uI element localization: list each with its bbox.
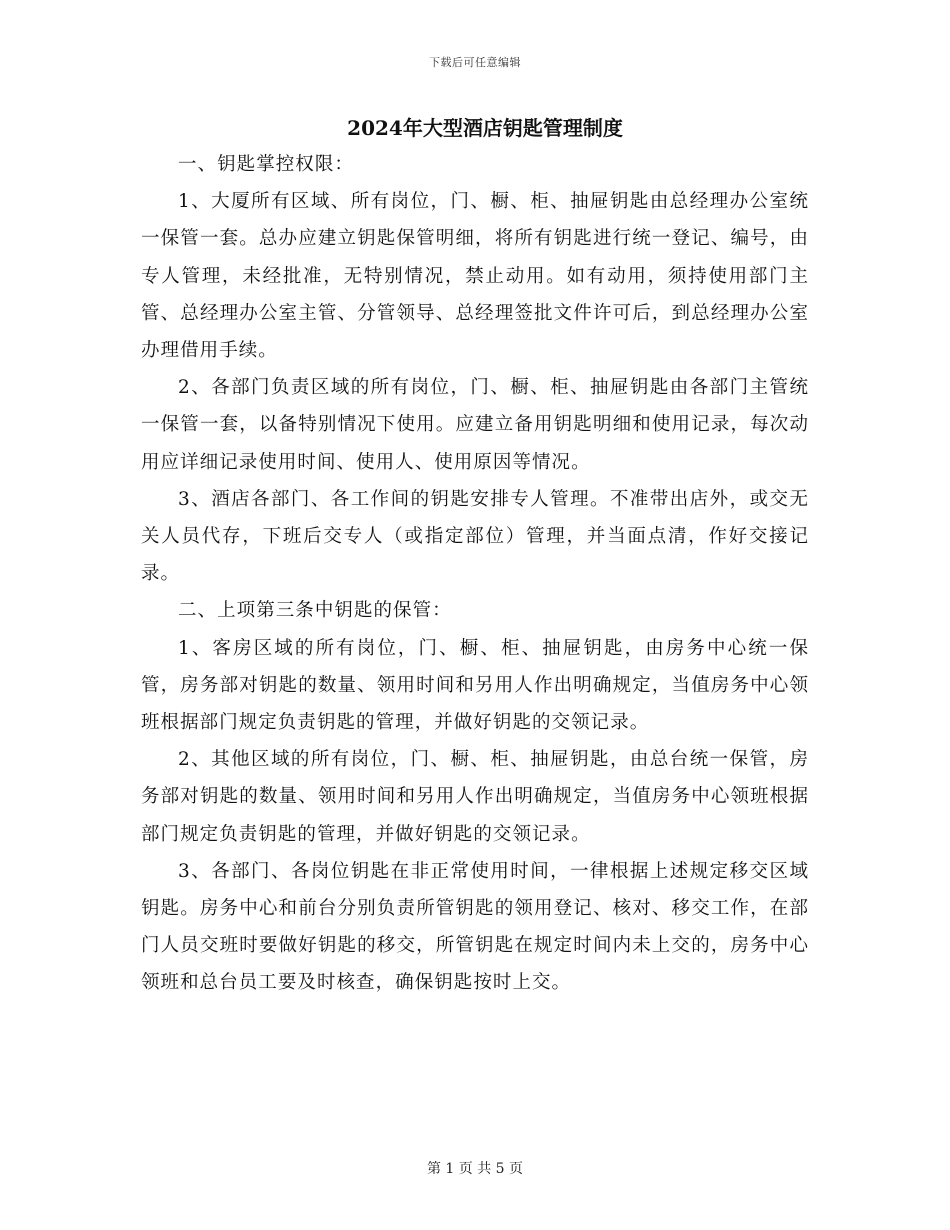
document-title: 2024年大型酒店钥匙管理制度	[347, 116, 623, 140]
paragraph: 3、各部门、各岗位钥匙在非正常使用时间，一律根据上述规定移交区域钥匙。房务中心和前台分别负责所管钥匙的领用登记、核对、移交工作，在部门人员交班时要做好钥匙的移交，所管钥匙在规定时间内未上交的，房务中心领班和总台员工要及时核查，确保钥匙按时上交。	[141, 860, 809, 994]
paragraph: 1、大厦所有区域、所有岗位，门、橱、柜、抽屉钥匙由总经理办公室统一保管一套。总办应建立钥匙保管明细，将所有钥匙进行统一登记、编号，由专人管理，未经批准，无特别情况，禁止动用。如有动用，须持使用部门主管、总经理办公室主管、分管领导、总经理签批文件许可后，到总经理办公室办理借用手续。	[141, 191, 809, 362]
paragraph: 2、各部门负责区域的所有岗位，门、橱、柜、抽屉钥匙由各部门主管统一保管一套，以备特别情况下使用。应建立备用钥匙明细和使用记录，每次动用应详细记录使用时间、使用人、使用原因等情况。	[141, 377, 809, 473]
paragraph: 3、酒店各部门、各工作间的钥匙安排专人管理。不准带出店外，或交无关人员代存，下班后交专人（或指定部位）管理，并当面点清，作好交接记录。	[141, 488, 809, 585]
section-heading-key-authority: 一、钥匙掌控权限：	[178, 154, 354, 175]
section-heading-key-custody: 二、上项第三条中钥匙的保管：	[178, 600, 452, 622]
page-header-note: 下载后可任意编辑	[429, 56, 521, 69]
paragraph: 1、客房区域的所有岗位，门、橱、柜、抽屉钥匙，由房务中心统一保管，房务部对钥匙的数量、领用时间和另用人作出明确规定，当值房务中心领班根据部门规定负责钥匙的管理，并做好钥匙的交领记录。	[141, 637, 809, 734]
page-number: 第 1 页 共 5 页	[426, 1161, 524, 1177]
paragraph: 2、其他区域的所有岗位，门、橱、柜、抽屉钥匙，由总台统一保管，房务部对钥匙的数量、领用时间和另用人作出明确规定，当值房务中心领班根据部门规定负责钥匙的管理，并做好钥匙的交领记录。	[141, 749, 809, 845]
document-body	[141, 146, 809, 1002]
